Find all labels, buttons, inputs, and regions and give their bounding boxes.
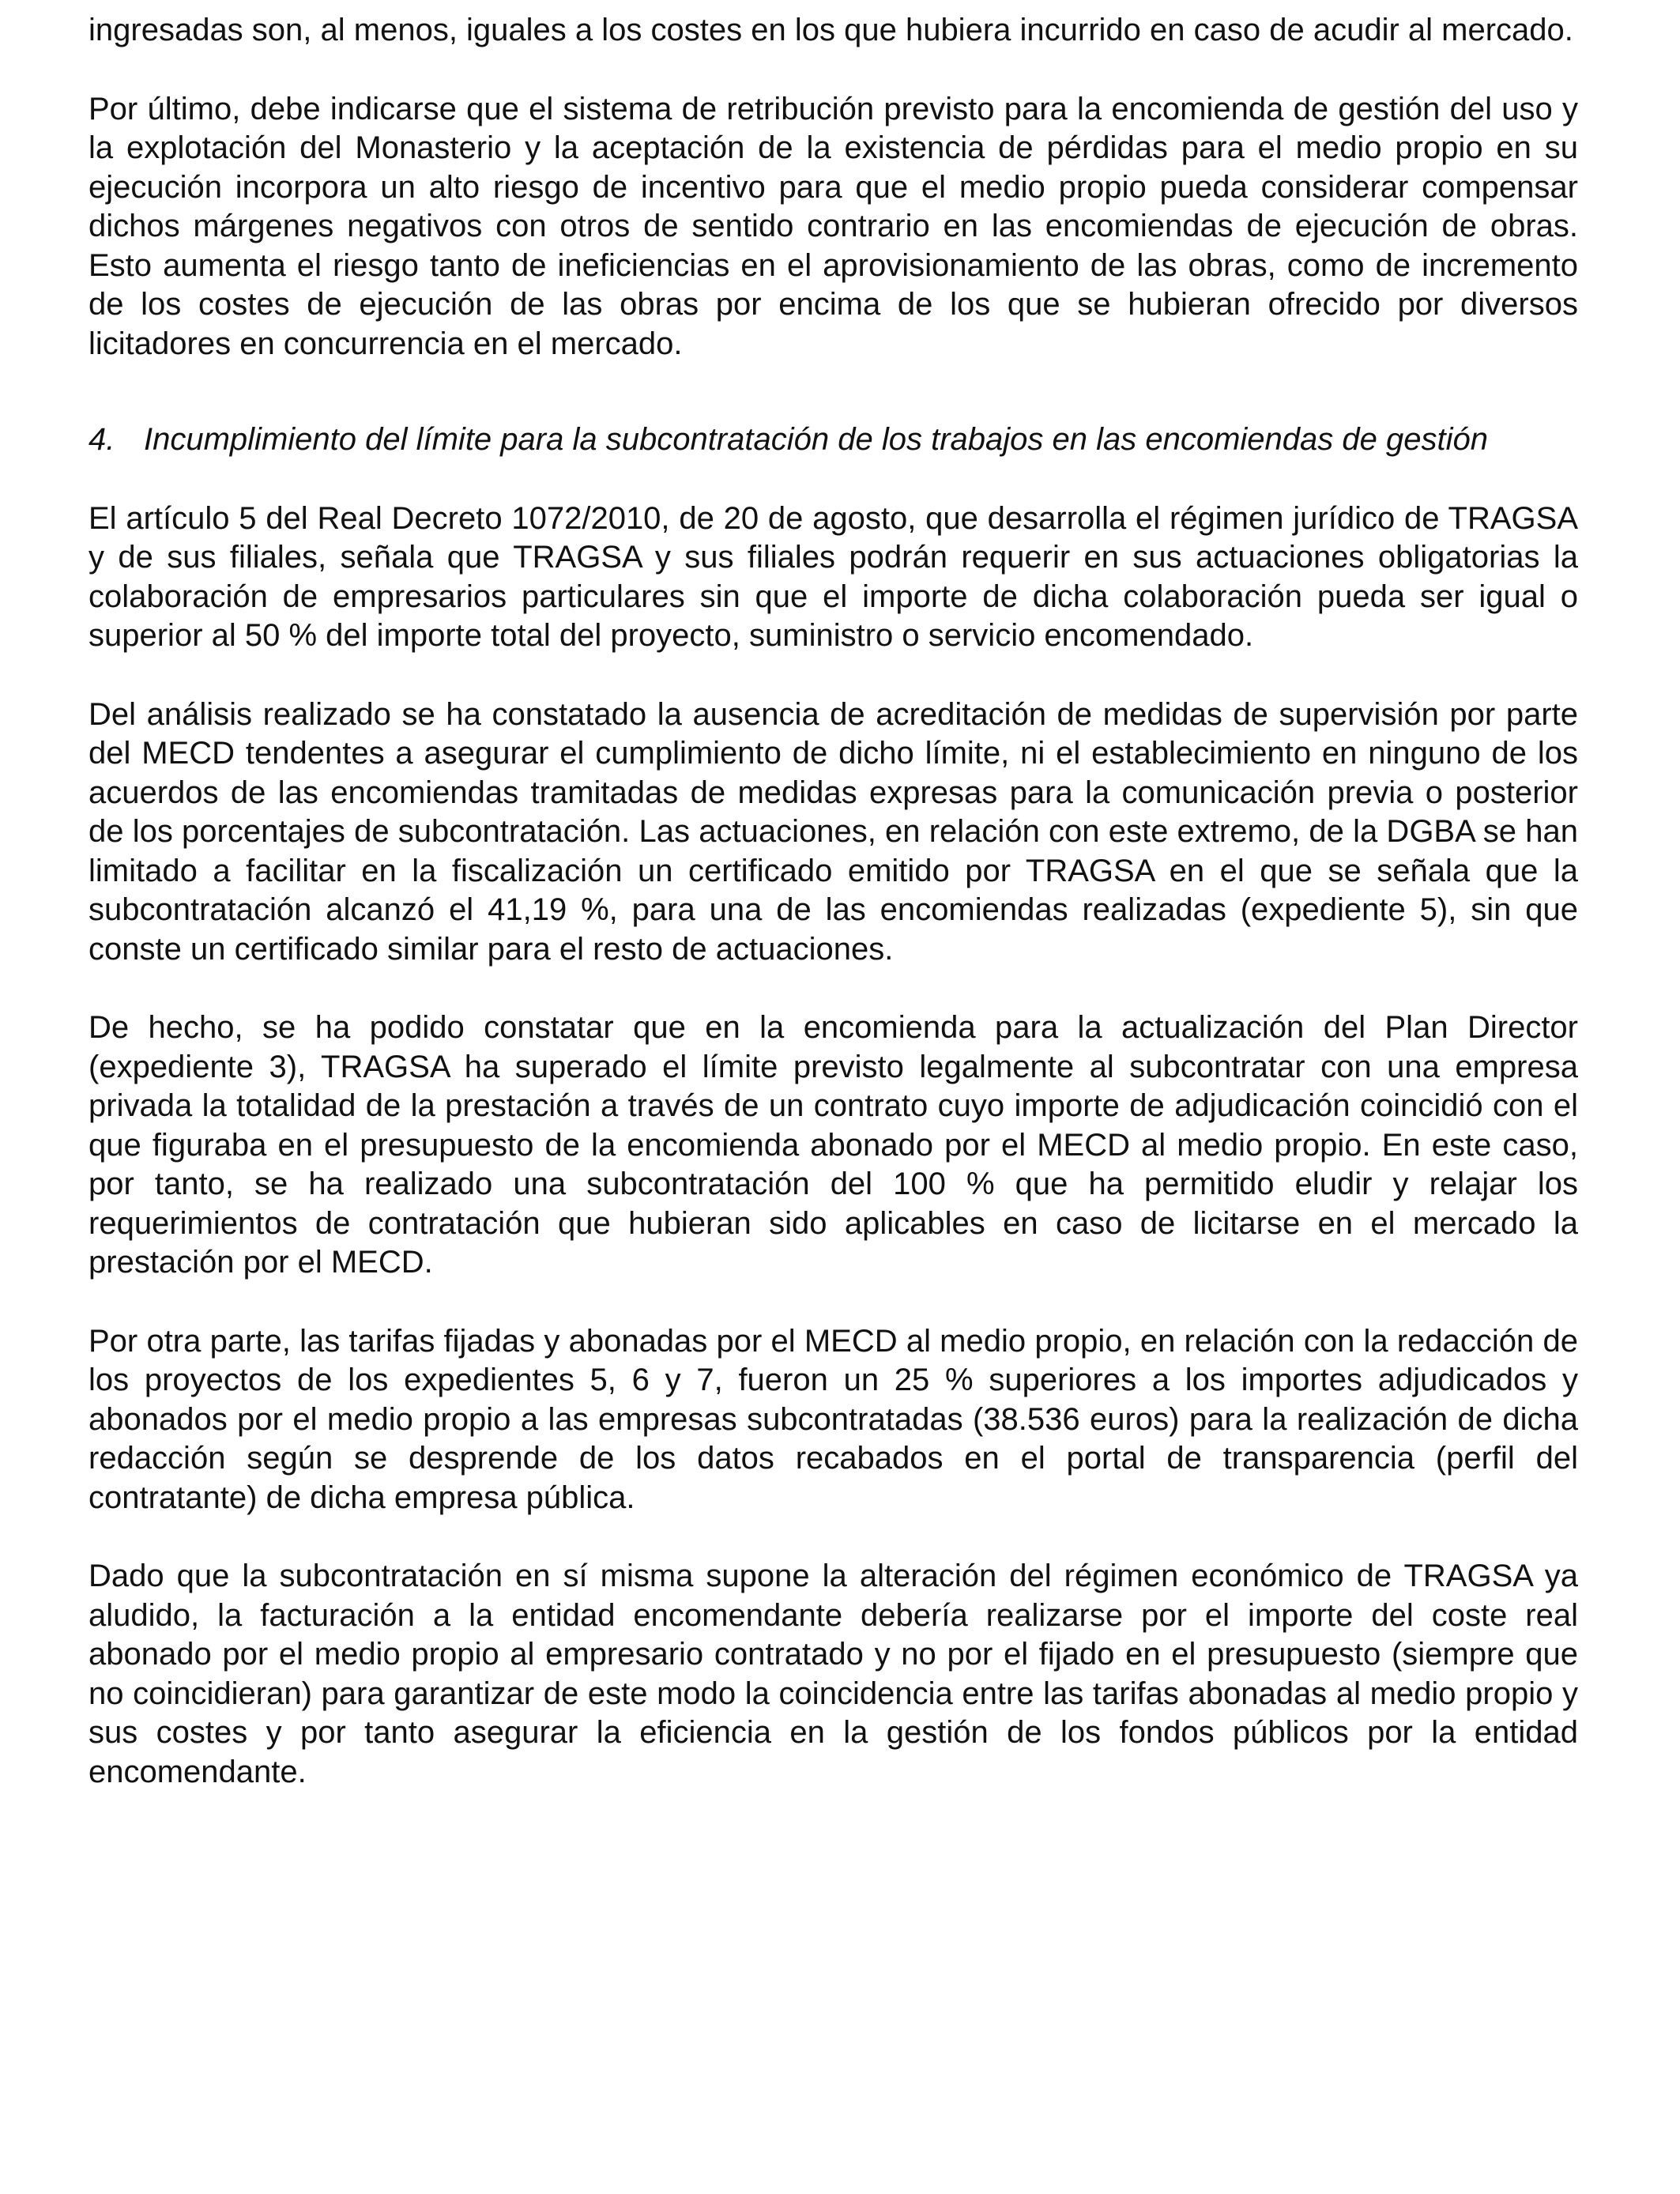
paragraph-tariffs: Por otra parte, las tarifas fijadas y abonadas por el MECD al medio propio, en relación con la redacción de los proyectos de los expedientes 5, 6 y 7, fueron un 25 % superiores a los importes adjudicados y abonados por el medio propio a las empresas subcontratadas (38.536 euros) para la realización de dicha redacción según se desprende de los datos recabados en el portal de transparencia (perfil del contratante) de dicha empresa pública. bbox=[89, 1323, 1578, 1515]
paragraph-plan-director: De hecho, se ha podido constatar que en la encomienda para la actualización del Plan Director (expediente 3), TRAGSA ha superado el límite previsto legalmente al subcontratar con una empresa privada la totalidad de la prestación a través de un contrato cuyo importe de adjudicación coincidió con el que figuraba en el presupuesto de la encomienda abonado por el MECD al medio propio. En este caso, por tanto, se ha realizado una subcontratación del 100 % que ha permitido eludir y relajar los requerimientos de contratación que hubieran sido aplicables en caso de licitarse en el mercado la prestación por el MECD. bbox=[89, 1010, 1578, 1280]
section-heading-number: 4. bbox=[89, 422, 115, 457]
section-heading-title: Incumplimiento del límite para la subcontratación de los trabajos en las encomiendas de gestión bbox=[144, 422, 1488, 457]
paragraph-conclusion: Dado que la subcontratación en sí misma supone la alteración del régimen económico de TRAGSA ya aludido, la facturación a la entidad encomendante debería realizarse por el importe del coste real abonado por el medio propio al empresario contratado y no por el fijado en el presupuesto (siempre que no coincidieran) para garantizar de este modo la coincidencia entre las tarifas abonadas al medio propio y sus costes y por tanto asegurar la eficiencia en la gestión de los fondos públicos por la entidad encomendante. bbox=[89, 1559, 1578, 1789]
document-page bbox=[89, 11, 1578, 1831]
paragraph-continuation: ingresadas son, al menos, iguales a los costes en los que hubiera incurrido en caso de acudir al mercado. bbox=[89, 13, 1573, 47]
paragraph-analysis: Del análisis realizado se ha constatado la ausencia de acreditación de medidas de supervisión por parte del MECD tendentes a asegurar el cumplimiento de dicho límite, ni el establecimiento en ninguno de los acuerdos de las encomiendas tramitadas de medidas expresas para la comunicación previa o posterior de los porcentajes de subcontratación. Las actuaciones, en relación con este extremo, de la DGBA se han limitado a facilitar en la fiscalización un certificado emitido por TRAGSA en el que se señala que la subcontratación alcanzó el 41,19 %, para una de las encomiendas realizadas (expediente 5), sin que conste un certificado similar para el resto de actuaciones. bbox=[89, 696, 1578, 967]
paragraph-real-decreto: El artículo 5 del Real Decreto 1072/2010, de 20 de agosto, que desarrolla el régimen jurídico de TRAGSA y de sus filiales, señala que TRAGSA y sus filiales podrán requerir en sus actuaciones obligatorias la colaboración de empresarios particulares sin que el importe de dicha colaboración pueda ser igual o superior al 50 % del importe total del proyecto, suministro o servicio encomendado. bbox=[89, 500, 1578, 653]
section-heading bbox=[89, 420, 1578, 460]
paragraph-retribution-risk: Por último, debe indicarse que el sistema de retribución previsto para la encomienda de gestión del uso y la explotación del Monasterio y la aceptación de la existencia de pérdidas para el medio propio en su ejecución incorpora un alto riesgo de incentivo para que el medio propio pueda considerar compensar dichos márgenes negativos con otros de sentido contrario en las encomiendas de ejecución de obras. Esto aumenta el riesgo tanto de ineficiencias en el aprovisionamiento de las obras, como de incremento de los costes de ejecución de las obras por encima de los que se hubieran ofrecido por diversos licitadores en concurrencia en el mercado. bbox=[89, 91, 1578, 361]
